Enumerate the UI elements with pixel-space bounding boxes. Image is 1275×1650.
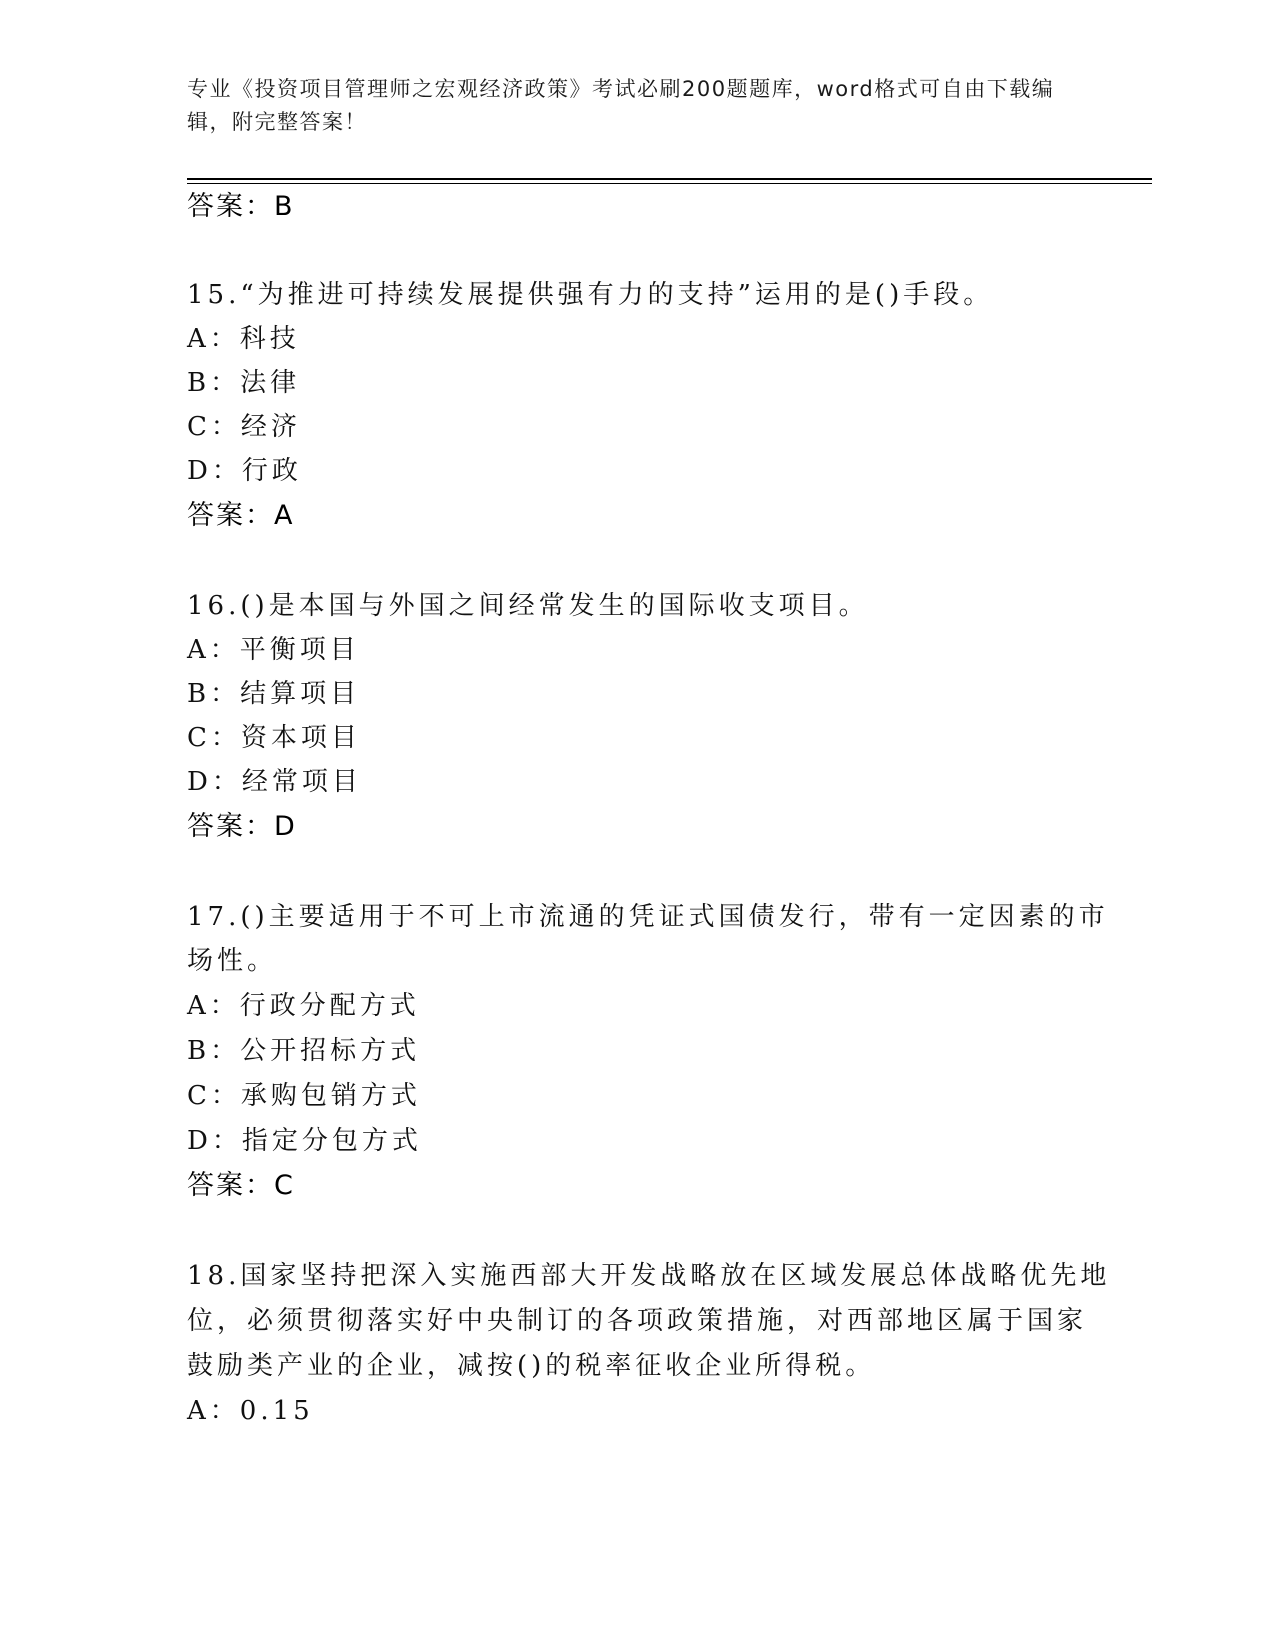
option-d: D：行政 — [187, 456, 302, 486]
option-c: C：承购包销方式 — [187, 1081, 421, 1111]
question-text: 场性。 — [187, 946, 278, 976]
option-a: A：行政分配方式 — [187, 991, 420, 1021]
question-text: 16.()是本国与外国之间经常发生的国际收支项目。 — [187, 591, 869, 621]
option-a: A：科技 — [187, 324, 300, 354]
option-a: A：平衡项目 — [187, 635, 360, 665]
option-b: B：公开招标方式 — [187, 1036, 421, 1066]
question-text: 17.()主要适用于不可上市流通的凭证式国债发行，带有一定因素的市 — [187, 902, 1109, 932]
answer-label: 答案：B — [187, 191, 295, 222]
option-a: A：0.15 — [187, 1396, 314, 1426]
question-text: 18.国家坚持把深入实施西部大开发战略放在区域发展总体战略优先地 — [187, 1261, 1111, 1291]
answer-label: 答案：D — [187, 811, 297, 842]
question-text: 鼓励类产业的企业，减按()的税率征收企业所得税。 — [187, 1351, 876, 1381]
header-rule-thick — [187, 178, 1152, 180]
answer-label: 答案：A — [187, 500, 295, 531]
option-d: D：经常项目 — [187, 767, 362, 797]
option-b: B：法律 — [187, 368, 301, 398]
answer-label: 答案：C — [187, 1170, 295, 1201]
document-header: 专业《投资项目管理师之宏观经济政策》考试必刷200题题库，word格式可自由下载编辑，附完整答案！ — [187, 77, 1055, 134]
header-rule-thin — [187, 183, 1152, 184]
question-text: 15.“为推进可持续发展提供强有力的支持”运用的是()手段。 — [187, 280, 994, 310]
option-d: D：指定分包方式 — [187, 1126, 422, 1156]
question-text: 位，必须贯彻落实好中央制订的各项政策措施，对西部地区属于国家 — [187, 1306, 1088, 1336]
option-c: C：资本项目 — [187, 723, 361, 753]
option-c: C：经济 — [187, 412, 301, 442]
option-b: B：结算项目 — [187, 679, 361, 709]
